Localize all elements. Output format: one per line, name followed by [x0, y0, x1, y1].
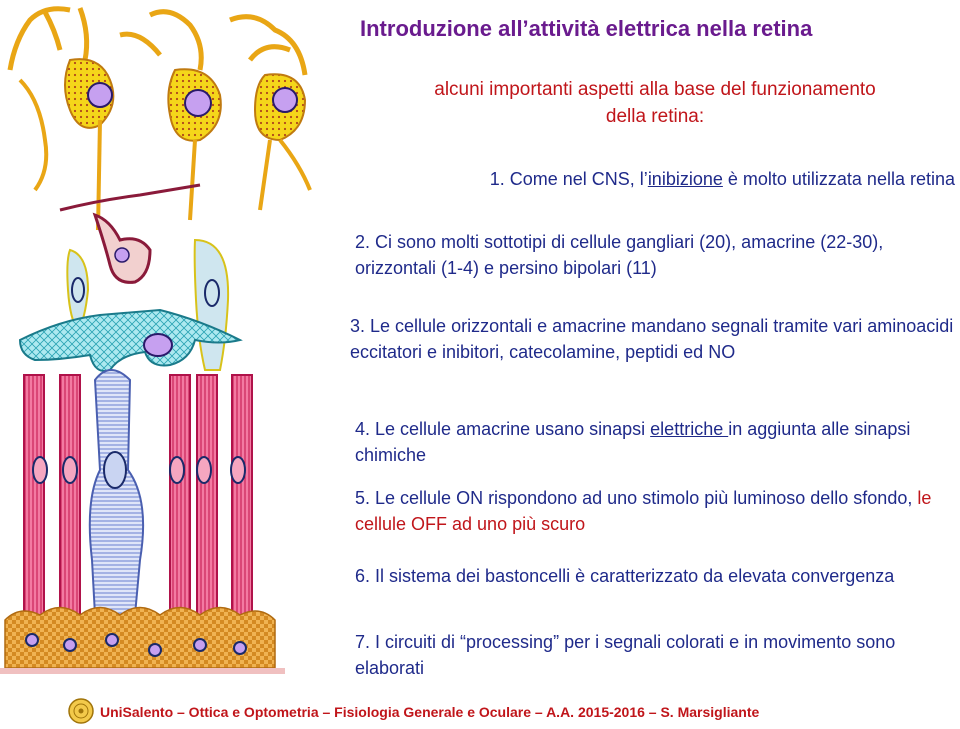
point-5-text-a: 5. Le cellule ON rispondono ad uno stimolo più luminoso dello sfondo,	[355, 488, 918, 508]
slide-footer: UniSalento – Ottica e Optometria – Fisiologia Generale e Oculare – A.A. 2015-2016 – S. Marsigliante	[100, 704, 760, 720]
photoreceptor-layer	[24, 370, 252, 615]
point-1	[380, 166, 955, 192]
point-4-text-c: in aggiunta alle sinapsi chimiche	[355, 419, 911, 465]
point-4-text-a: 4. Le cellule amacrine usano sinapsi	[355, 419, 651, 439]
slide-title: Introduzione all’attività elettrica nella retina	[360, 16, 813, 41]
point-1-underlined: inibizione	[647, 169, 723, 189]
point-7: 7. I circuiti di “processing” per i segnali colorati e in movimento sono elaborati	[355, 632, 896, 678]
point-4-underlined: elettriche	[650, 419, 729, 439]
point-5-red-text: le cellule OFF ad uno più scuro	[355, 488, 932, 534]
point-3: 3. Le cellule orizzontali e amacrine mandano segnali tramite vari aminoacidi eccitatori e inibitori, catecolamine, peptidi ed NO	[350, 316, 954, 362]
point-1-text-a: 1. Come nel CNS, l’	[489, 169, 648, 189]
point-6: 6. Il sistema dei bastoncelli è caratterizzato da elevata convergenza	[355, 566, 895, 586]
university-seal-icon	[68, 698, 94, 724]
ganglion-cell-layer	[10, 8, 310, 230]
point-1-text-c: è molto utilizzata nella retina	[722, 169, 955, 189]
pigment-epithelium	[0, 608, 285, 675]
retina-illustration	[0, 0, 320, 690]
slide-subtitle: alcuni importanti aspetti alla base del funzionamento della retina:	[434, 79, 876, 127]
point-2: 2. Ci sono molti sottotipi di cellule gangliari (20), amacrine (22-30), orizzontali (1-4) e persino bipolari (11)	[355, 232, 884, 278]
point-5	[355, 485, 955, 537]
point-4	[355, 416, 955, 468]
